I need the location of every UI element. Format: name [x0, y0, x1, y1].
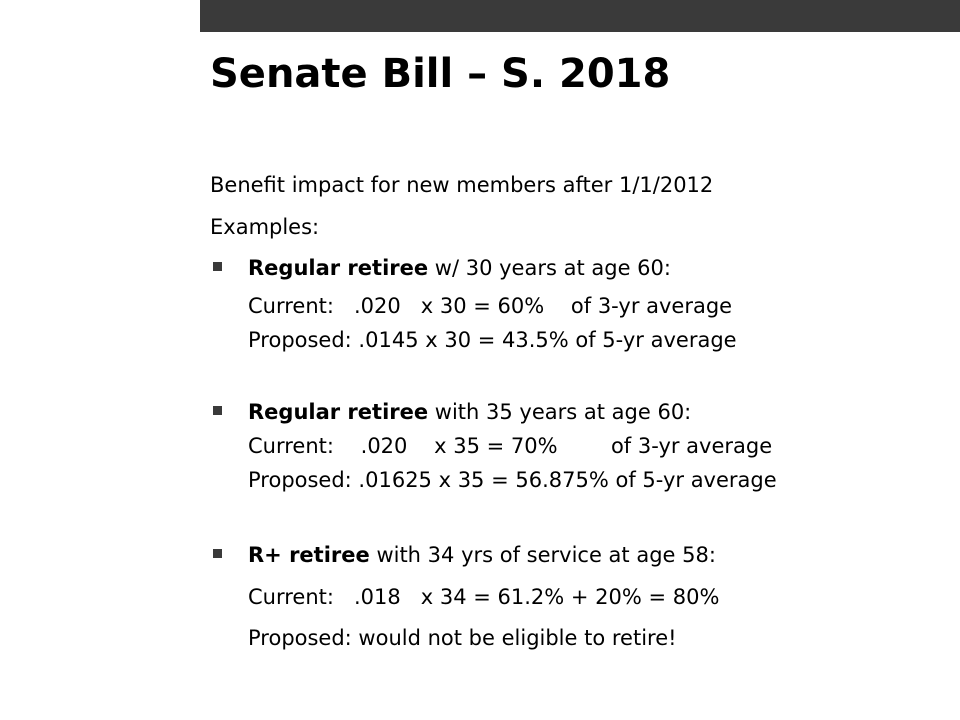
example-heading-rest: w/ 30 years at age 60: [428, 256, 671, 280]
example-heading [248, 541, 716, 569]
example-current: Current: .020 x 30 = 60% of 3-yr average [248, 294, 733, 318]
intro-text: Benefit impact for new members after 1/1/2012 [210, 173, 714, 197]
example-heading-rest: with 35 years at age 60: [428, 400, 692, 424]
slide-title: Senate Bill – S. 2018 [210, 51, 671, 97]
example-heading [248, 254, 671, 282]
top-accent-bar [200, 0, 960, 32]
example-heading-rest: with 34 yrs of service at age 58: [369, 543, 716, 567]
example-heading-bold: Regular retiree [248, 400, 429, 424]
example-current: Current: .020 x 35 = 70% of 3-yr average [248, 434, 773, 458]
bullet-square-icon [213, 406, 222, 415]
example-heading-bold: R+ retiree [248, 543, 370, 567]
example-proposed: Proposed: .0145 x 30 = 43.5% of 5-yr average [248, 328, 737, 352]
example-proposed: Proposed: .01625 x 35 = 56.875% of 5-yr average [248, 468, 777, 492]
example-heading [248, 398, 691, 426]
bullet-square-icon [213, 549, 222, 558]
example-heading-bold: Regular retiree [248, 256, 429, 280]
examples-label: Examples: [210, 215, 320, 239]
example-proposed: Proposed: would not be eligible to retire! [248, 626, 677, 650]
bullet-square-icon [213, 262, 222, 271]
example-current: Current: .018 x 34 = 61.2% + 20% = 80% [248, 585, 720, 609]
